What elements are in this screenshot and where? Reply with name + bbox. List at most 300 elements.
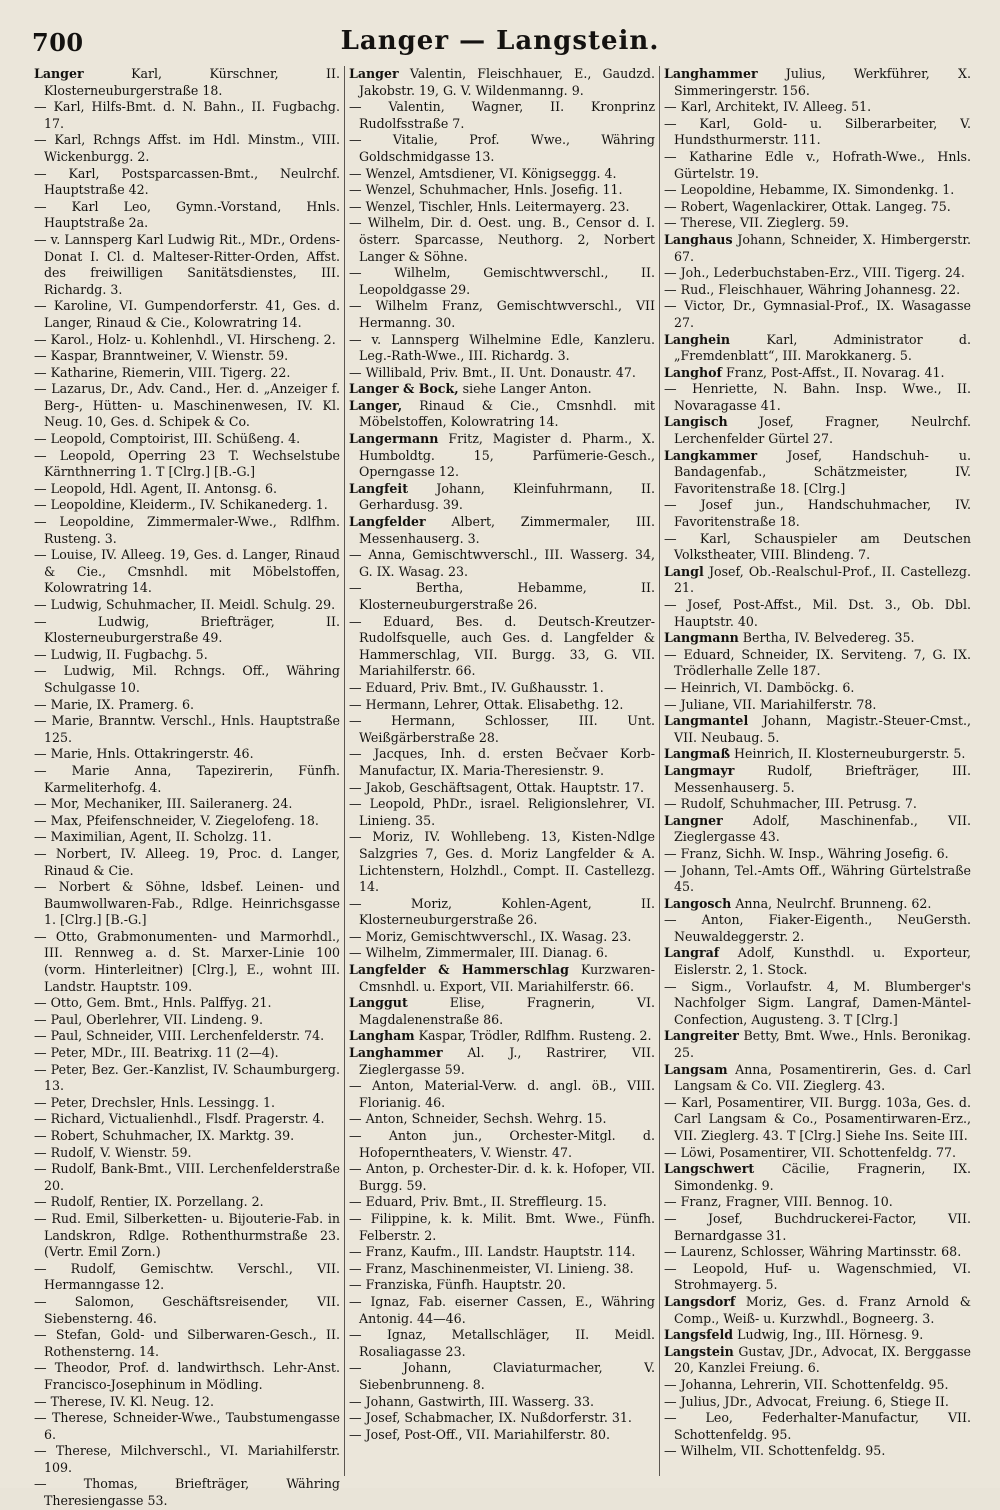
entry-text: — Lazarus, Dr., Adv. Cand., Her. d. „Anzeiger f. Berg-, Hütten- u. Maschinenwesen, IV. Kl. Neug. 10, Ges. d. Schipek & Co. xyxy=(34,381,340,430)
entry-surname: Langer xyxy=(34,66,84,81)
entry-text: — Max, Pfeifenschneider, V. Ziegelofeng. 18. xyxy=(34,812,319,828)
directory-entry xyxy=(34,1327,340,1360)
page-heading: Langer — Langstein. xyxy=(340,26,660,56)
entry-text: — Moriz, IV. Wohllebeng. 13, Kisten-Ndlge Salzgries 7, Ges. d. Moriz Langfelder & A. Lichtenstern, Holzhdl., Compt. II. Castellezg. 14. xyxy=(349,829,655,895)
entry-text: — Peter, MDr., III. Beatrixg. 11 (2—4). xyxy=(34,1045,279,1061)
entry-text: — Moriz, Kohlen-Agent, II. Klosterneuburgerstraße 26. xyxy=(349,895,655,928)
entry-surname: Langl xyxy=(664,563,704,579)
entry-text: Johann, Magistr.-Steuer-Cmst., VII. Neubaug. 5. xyxy=(674,713,971,745)
entry-surname: Langner xyxy=(664,812,723,828)
column-2 xyxy=(345,66,660,1476)
directory-entry xyxy=(34,1261,340,1294)
directory-entry xyxy=(664,763,971,796)
entry-text: — Leopoldine, Kleiderm., IV. Schikanederg. 1. xyxy=(34,497,328,513)
entry-text: Elise, Fragnerin, VI. Magdalenenstraße 86. xyxy=(359,995,655,1027)
directory-entry xyxy=(664,66,971,99)
directory-entry xyxy=(664,199,971,216)
entry-text: Anna, Posamentirerin, Ges. d. Carl Langsam & Co. VII. Zieglerg. 43. xyxy=(674,1061,971,1094)
entry-surname: Langschwert xyxy=(664,1161,755,1177)
directory-entry xyxy=(34,1128,340,1145)
entry-text: — Karl, Schauspieler am Deutschen Volkstheater, VIII. Blindeng. 7. xyxy=(664,530,971,563)
entry-text: — Johann, Gastwirth, III. Wasserg. 33. xyxy=(349,1393,594,1409)
entry-text: — Norbert, IV. Alleeg. 19, Proc. d. Langer, Rinaud & Cie. xyxy=(34,845,340,878)
entry-text: — Moriz, Gemischtwverschl., IX. Wasag. 23. xyxy=(349,928,632,944)
entry-text: — Ludwig, Briefträger, II. Klosterneuburgerstraße 49. xyxy=(34,613,340,646)
entry-text: — Anna, Gemischtwverschl., III. Wasserg. 34, G. IX. Wasag. 23. xyxy=(349,547,655,579)
directory-entry xyxy=(34,514,340,547)
directory-entry xyxy=(34,763,340,796)
directory-entry xyxy=(34,713,340,746)
entry-text: Karl, Kürschner, II. Klosterneuburgerstraße 18. xyxy=(44,66,340,98)
directory-entry xyxy=(34,796,340,813)
directory-entry xyxy=(349,215,655,265)
entry-surname: Langmann xyxy=(664,630,739,646)
entry-text: — Marie, IX. Pramerg. 6. xyxy=(34,696,194,712)
entry-surname: Langsfeld xyxy=(664,1327,734,1343)
entry-text: — Maximilian, Agent, II. Scholzg. 11. xyxy=(34,829,272,845)
directory-entry xyxy=(349,614,655,680)
entry-surname: Langhaus xyxy=(664,231,733,247)
entry-text: — Filippine, k. k. Milit. Bmt. Wwe., Fünfh. Felberstr. 2. xyxy=(349,1210,655,1243)
entry-text: — Ludwig, II. Fugbachg. 5. xyxy=(34,646,208,662)
directory-entry xyxy=(664,1327,971,1344)
directory-entry xyxy=(664,182,971,199)
entry-surname: Langfelder xyxy=(349,514,426,530)
entry-text: Cäcilie, Fragnerin, IX. Simondenkg. 9. xyxy=(674,1161,971,1193)
directory-entry xyxy=(349,332,655,365)
entry-text: — Franz, Sichh. W. Insp., Währing Josefig. 6. xyxy=(664,845,949,861)
directory-entry xyxy=(34,66,340,99)
directory-entry xyxy=(34,1476,340,1509)
directory-entry xyxy=(664,697,971,714)
entry-text: — Anton, p. Orchester-Dir. d. k. k. Hofoper, VII. Burgg. 59. xyxy=(349,1161,655,1193)
directory-entry xyxy=(664,531,971,564)
entry-text: — Leopold, Huf- u. Wagenschmied, VI. Strohmayerg. 5. xyxy=(664,1260,971,1293)
entry-text: — Anton jun., Orchester-Mitgl. d. Hofoperntheaters, V. Wienstr. 47. xyxy=(349,1128,655,1160)
entry-text: — Franz, Maschinenmeister, VI. Linieng. 38. xyxy=(349,1260,634,1276)
entry-surname: Langstein xyxy=(664,1343,734,1359)
entry-text: Johann, Schneider, X. Himbergerstr. 67. xyxy=(674,231,971,264)
directory-entry xyxy=(664,945,971,978)
entry-text: Rinaud & Cie., Cmsnhdl. mit Möbelstoffen, Kolowratring 14. xyxy=(359,397,655,430)
directory-entry xyxy=(34,813,340,830)
directory-entry xyxy=(664,116,971,149)
entry-text: Adolf, Maschinenfab., VII. Zieglergasse 43. xyxy=(674,812,971,845)
directory-entry xyxy=(34,199,340,232)
directory-entry xyxy=(664,912,971,945)
entry-text: — Therese, VII. Zieglerg. 59. xyxy=(664,215,849,231)
entry-text: — Robert, Schuhmacher, IX. Marktg. 39. xyxy=(34,1128,295,1143)
directory-entry xyxy=(349,298,655,331)
entry-text: — Sigm., Vorlaufstr. 4, M. Blumberger's Nachfolger Sigm. Langraf, Damen-Mäntel-Confection, Augusteng. 3. T [Clrg.] xyxy=(664,978,971,1027)
entry-surname: Langmayr xyxy=(664,762,735,778)
entry-text: — Eduard, Bes. d. Deutsch-Kreutzer-Rudolfsquelle, auch Ges. d. Langfelder & Hammerschlag, VII. Burgg. 33, G. VII. Mariahilferstr. 66. xyxy=(349,613,655,679)
entry-text: — Rudolf, Rentier, IX. Porzellang. 2. xyxy=(34,1194,264,1210)
directory-entry xyxy=(349,1161,655,1194)
entry-text: — Karl, Rchngs Affst. im Hdl. Minstm., VIII. Wickenburgg. 2. xyxy=(34,132,340,164)
directory-entry xyxy=(664,1261,971,1294)
entry-text: — Josef jun., Handschuhmacher, IV. Favoritenstraße 18. xyxy=(664,497,971,530)
entry-text: — Marie, Hnls. Ottakringerstr. 46. xyxy=(34,746,254,762)
entry-text: — Leopold, PhDr., israel. Religionslehrer, VI. Linieng. 35. xyxy=(349,796,655,828)
directory-entry xyxy=(349,829,655,895)
directory-entry xyxy=(349,514,655,547)
entry-text: — Rudolf, Bank-Bmt., VIII. Lerchenfelderstraße 20. xyxy=(34,1161,340,1193)
directory-entry xyxy=(34,1443,340,1476)
entry-text: — Anton, Fiaker-Eigenth., NeuGersth. Neuwaldeggerstr. 2. xyxy=(664,912,971,944)
directory-entry xyxy=(664,863,971,896)
entry-text: — Jakob, Geschäftsagent, Ottak. Hauptstr. 17. xyxy=(349,779,644,795)
directory-entry xyxy=(34,348,340,365)
entry-text: — Wenzel, Schuhmacher, Hnls. Josefig. 11. xyxy=(349,182,623,198)
entry-text: Franz, Post-Affst., II. Novarag. 41. xyxy=(725,364,945,380)
directory-entry xyxy=(349,896,655,929)
directory-entry xyxy=(349,265,655,298)
directory-entry xyxy=(349,431,655,481)
entry-text: Ludwig, Ing., III. Hörnesg. 9. xyxy=(737,1327,924,1343)
directory-entry xyxy=(664,448,971,498)
entry-text: — Karl, Posamentirer, VII. Burgg. 103a, Ges. d. Carl Langsam & Co., Posamentirwaren-Erz., VII. Zieglerg. 43. T [Clrg.] Siehe Ins. Seite III. xyxy=(664,1094,971,1143)
directory-entry xyxy=(349,995,655,1028)
entry-text: — Wenzel, Amtsdiener, VI. Königseggg. 4. xyxy=(349,165,617,181)
entry-text: Johann, Kleinfuhrmann, II. Gerhardusg. 39. xyxy=(359,480,655,513)
entry-surname: Langsam xyxy=(664,1061,728,1077)
directory-entry xyxy=(34,232,340,298)
directory-entry xyxy=(34,448,340,481)
entry-text: — Franz, Fragner, VIII. Bennog. 10. xyxy=(664,1194,893,1210)
column-3 xyxy=(660,66,975,1476)
directory-entry xyxy=(34,1145,340,1162)
directory-entry xyxy=(349,1211,655,1244)
entry-text: — Juliane, VII. Mariahilferstr. 78. xyxy=(664,696,877,712)
directory-entry xyxy=(34,846,340,879)
columns xyxy=(30,66,976,1509)
entry-text: — Rudolf, Schuhmacher, III. Petrusg. 7. xyxy=(664,796,917,812)
entry-text: — Henriette, N. Bahn. Insp. Wwe., II. Novaragasse 41. xyxy=(664,381,971,413)
entry-text: — Therese, IV. Kl. Neug. 12. xyxy=(34,1393,214,1409)
directory-entry xyxy=(664,680,971,697)
directory-entry xyxy=(349,1410,655,1427)
directory-entry xyxy=(349,66,655,99)
directory-entry xyxy=(664,1294,971,1327)
entry-text: Valentin, Fleischhauer, E., Gaudzd. Jakobstr. 19, G. V. Wildenmanng. 9. xyxy=(359,66,655,98)
directory-entry xyxy=(349,481,655,514)
entry-surname: Langisch xyxy=(664,414,728,430)
directory-entry xyxy=(664,265,971,282)
directory-entry xyxy=(664,99,971,116)
directory-entry xyxy=(349,1277,655,1294)
entry-surname: Langmantel xyxy=(664,713,749,729)
entry-text: — Johann, Tel.-Amts Off., Währing Gürtelstraße 45. xyxy=(664,862,971,895)
entry-text: Josef, Ob.-Realschul-Prof., II. Castellezg. 21. xyxy=(674,563,971,596)
entry-surname: Langer, xyxy=(349,397,403,413)
directory-entry xyxy=(349,182,655,199)
directory-entry xyxy=(664,149,971,182)
directory-entry xyxy=(664,497,971,530)
entry-text: — Karl, Postsparcassen-Bmt., Neulrchf. Hauptstraße 42. xyxy=(34,165,340,198)
entry-surname: Langreiter xyxy=(664,1028,739,1044)
entry-text: Al. J., Rastrirer, VII. Zieglergasse 59. xyxy=(359,1045,655,1077)
directory-entry xyxy=(664,796,971,813)
entry-text: — Eduard, Schneider, IX. Serviteng. 7, G. IX. Trödlerhalle Zelle 187. xyxy=(664,646,971,679)
entry-text: — Wilhelm Franz, Gemischtwverschl., VII Hermanng. 30. xyxy=(349,298,655,330)
entry-text: — Rudolf, Gemischtw. Verschl., VII. Hermanngasse 12. xyxy=(34,1260,340,1293)
directory-entry xyxy=(664,813,971,846)
entry-text: — Karl, Architekt, IV. Alleeg. 51. xyxy=(664,99,872,115)
directory-entry xyxy=(349,99,655,132)
directory-entry xyxy=(34,1360,340,1393)
entry-text: — Otto, Grabmonumenten- und Marmorhdl., III. Rennweg a. d. St. Marxer-Linie 100 (vorm. Hinterleitner) [Clrg.], E., wohnt III. Landstr. Hauptstr. 109. xyxy=(34,928,340,994)
directory-entry xyxy=(34,929,340,995)
entry-text: — Willibald, Priv. Bmt., II. Unt. Donaustr. 47. xyxy=(349,364,636,380)
directory-entry xyxy=(664,1377,971,1394)
directory-entry xyxy=(349,1111,655,1128)
directory-entry xyxy=(349,1045,655,1078)
directory-entry xyxy=(34,166,340,199)
entry-text: Betty, Bmt. Wwe., Hnls. Beronikag. 25. xyxy=(674,1028,971,1061)
directory-entry xyxy=(664,381,971,414)
directory-entry xyxy=(34,431,340,448)
entry-surname: Langer xyxy=(349,66,399,81)
directory-entry xyxy=(349,580,655,613)
entry-text: — Katharine, Riemerin, VIII. Tigerg. 22. xyxy=(34,364,291,380)
entry-surname: Langgut xyxy=(349,995,408,1011)
entry-surname: Langer & Bock, xyxy=(349,381,459,397)
directory-entry xyxy=(34,547,340,597)
directory-entry xyxy=(664,1344,971,1377)
entry-text: — Louise, IV. Alleeg. 19, Ges. d. Langer, Rinaud & Cie., Cmsnhdl. mit Möbelstoffen, Kolowratring 14. xyxy=(34,547,340,596)
entry-text: — Valentin, Wagner, II. Kronprinz Rudolfsstraße 7. xyxy=(349,99,655,131)
directory-entry xyxy=(34,697,340,714)
entry-text: Kurzwaren-Cmsnhdl. u. Export, VII. Mariahilferstr. 66. xyxy=(359,962,655,994)
directory-entry xyxy=(664,713,971,746)
directory-entry xyxy=(664,365,971,382)
directory-entry xyxy=(349,945,655,962)
entry-text: — Rud. Emil, Silberketten- u. Bijouterie-Fab. in Landskron, Rdlge. Rothenthurmstraße 23. (Vertr. Emil Zorn.) xyxy=(34,1210,340,1260)
directory-entry xyxy=(349,1194,655,1211)
directory-entry xyxy=(34,829,340,846)
directory-entry xyxy=(34,132,340,165)
directory-entry xyxy=(349,365,655,382)
directory-entry xyxy=(349,199,655,216)
entry-text: — Leo, Federhalter-Manufactur, VII. Schottenfeldg. 95. xyxy=(664,1410,971,1442)
directory-entry xyxy=(34,497,340,514)
directory-entry xyxy=(349,746,655,779)
entry-text: — Stefan, Gold- und Silberwaren-Gesch., II. Rothensterng. 14. xyxy=(34,1327,340,1359)
directory-entry xyxy=(34,647,340,664)
directory-entry xyxy=(664,564,971,597)
entry-text: — Peter, Bez. Ger.-Kanzlist, IV. Schaumburgerg. 13. xyxy=(34,1061,340,1094)
entry-text: — Eduard, Priv. Bmt., IV. Gußhausstr. 1. xyxy=(349,679,604,695)
directory-entry xyxy=(349,713,655,746)
entry-text: — Otto, Gem. Bmt., Hnls. Palffyg. 21. xyxy=(34,995,272,1011)
directory-entry xyxy=(664,1410,971,1443)
directory-entry xyxy=(34,746,340,763)
entry-text: Moriz, Ges. d. Franz Arnold & Comp., Weiß- u. Kurzwhdl., Bogneerg. 3. xyxy=(674,1293,971,1326)
entry-text: — Laurenz, Schlosser, Währing Martinsstr. 68. xyxy=(664,1244,962,1260)
entry-text: — Ignaz, Metallschläger, II. Meidl. Rosaliagasse 23. xyxy=(349,1327,655,1359)
entry-text: Gustav, JDr., Advocat, IX. Berggasse 20, Kanzlei Freiung. 6. xyxy=(674,1343,971,1376)
entry-surname: Langham xyxy=(349,1028,415,1044)
entry-text: — Jacques, Inh. d. ersten Bečvaer Korb-Manufactur, IX. Maria-Theresienstr. 9. xyxy=(349,746,655,778)
entry-surname: Langfelder & Hammerschlag xyxy=(349,962,569,978)
directory-entry xyxy=(34,365,340,382)
entry-surname: Langhammer xyxy=(349,1045,443,1061)
entry-text: — Anton, Material-Verw. d. angl. öB., VIII. Florianig. 46. xyxy=(349,1078,655,1110)
entry-text: Adolf, Kunsthdl. u. Exporteur, Eislerstr. 2, 1. Stock. xyxy=(674,945,971,978)
entry-text: Kaspar, Trödler, Rdlfhm. Rusteng. 2. xyxy=(418,1028,652,1044)
directory-entry xyxy=(34,995,340,1012)
directory-entry xyxy=(349,1294,655,1327)
directory-entry xyxy=(664,647,971,680)
directory-entry xyxy=(349,697,655,714)
directory-entry xyxy=(34,879,340,929)
directory-entry xyxy=(664,1028,971,1061)
entry-text: — Julius, JDr., Advocat, Freiung. 6, Stiege II. xyxy=(664,1393,949,1409)
entry-surname: Langhein xyxy=(664,331,731,347)
entry-text: Rudolf, Briefträger, III. Messenhauserg. 5. xyxy=(674,762,971,795)
entry-surname: Langhof xyxy=(664,364,722,380)
directory-entry xyxy=(34,663,340,696)
directory-entry xyxy=(349,1261,655,1278)
directory-entry xyxy=(349,1394,655,1411)
entry-text: Josef, Fragner, Neulrchf. Lerchenfelder Gürtel 27. xyxy=(674,414,971,447)
directory-entry xyxy=(349,1078,655,1111)
entry-text: — Josef, Post-Affst., Mil. Dst. 3., Ob. Dbl. Hauptstr. 40. xyxy=(664,597,971,629)
directory-entry xyxy=(664,1244,971,1261)
directory-entry xyxy=(34,481,340,498)
directory-entry xyxy=(664,1062,971,1095)
directory-entry xyxy=(349,796,655,829)
entry-text: — Ludwig, Schuhmacher, II. Meidl. Schulg. 29. xyxy=(34,597,336,612)
directory-entry xyxy=(349,680,655,697)
entry-surname: Langkammer xyxy=(664,447,758,463)
entry-text: — Rud., Fleischhauer, Währing Johannesg. 22. xyxy=(664,281,961,297)
directory-entry xyxy=(664,1394,971,1411)
directory-entry xyxy=(664,1211,971,1244)
entry-text: Bertha, IV. Belvedereg. 35. xyxy=(742,630,915,646)
entry-text: — Ignaz, Fab. eiserner Cassen, E., Währing Antonig. 44—46. xyxy=(349,1293,655,1326)
entry-surname: Langmaß xyxy=(664,746,731,762)
entry-text: — Franz, Kaufm., III. Landstr. Hauptstr. 114. xyxy=(349,1244,636,1260)
directory-entry xyxy=(349,398,655,431)
directory-entry xyxy=(664,1161,971,1194)
entry-text: — Vitalie, Prof. Wwe., Währing Goldschmidgasse 13. xyxy=(349,132,655,164)
entry-text: Albert, Zimmermaler, III. Messenhauserg. 3. xyxy=(359,514,655,546)
entry-text: Josef, Handschuh- u. Bandagenfab., Schätzmeister, IV. Favoritenstraße 18. [Clrg.] xyxy=(674,447,971,496)
directory-entry xyxy=(349,1244,655,1261)
entry-text: — Leopoldine, Zimmermaler-Wwe., Rdlfhm. Rusteng. 3. xyxy=(34,514,340,546)
directory-entry xyxy=(664,1145,971,1162)
directory-entry xyxy=(664,597,971,630)
directory-entry xyxy=(349,1128,655,1161)
entry-text: — Johanna, Lehrerin, VII. Schottenfeldg. 95. xyxy=(664,1376,949,1392)
entry-text: — Löwi, Posamentirer, VII. Schottenfeldg. 77. xyxy=(664,1144,956,1160)
directory-entry xyxy=(34,1294,340,1327)
entry-text: — Paul, Schneider, VIII. Lerchenfelderstr. 74. xyxy=(34,1028,325,1044)
directory-entry xyxy=(34,99,340,132)
directory-entry xyxy=(664,332,971,365)
entry-text: — Richard, Victualienhdl., Flsdf. Pragerstr. 4. xyxy=(34,1111,325,1127)
entry-surname: Langhammer xyxy=(664,66,758,81)
entry-text: — Karoline, VI. Gumpendorferstr. 41, Ges. d. Langer, Rinaud & Cie., Kolowratring 14. xyxy=(34,298,340,330)
directory-entry xyxy=(349,132,655,165)
directory-entry xyxy=(664,1443,971,1460)
entry-text: — Salomon, Geschäftsreisender, VII. Siebensterng. 46. xyxy=(34,1293,340,1326)
entry-text: — v. Lannsperg Wilhelmine Edle, Kanzleru. Leg.-Rath-Wwe., III. Richardg. 3. xyxy=(349,331,655,364)
entry-text: — Josef, Schabmacher, IX. Nußdorferstr. 31. xyxy=(349,1410,632,1426)
directory-entry xyxy=(664,215,971,232)
entry-text: — Wilhelm, Zimmermaler, III. Dianag. 6. xyxy=(349,945,608,961)
directory-entry xyxy=(349,1427,655,1444)
directory-entry xyxy=(34,614,340,647)
entry-text: — v. Lannsperg Karl Ludwig Rit., MDr., Ordens-Donat I. Cl. d. Malteser-Ritter-Orden, Affst. des freiwilligen Sanitätsdienstes, III. Richardg. 3. xyxy=(34,231,340,297)
directory-entry xyxy=(349,962,655,995)
entry-text: — Karol., Holz- u. Kohlenhdl., VI. Hirscheng. 2. xyxy=(34,331,336,347)
entry-surname: Langermann xyxy=(349,431,439,447)
entry-text: — Peter, Drechsler, Hnls. Lessingg. 1. xyxy=(34,1094,276,1110)
directory-entry xyxy=(664,630,971,647)
entry-text: — Mor, Mechaniker, III. Saileranerg. 24. xyxy=(34,796,293,812)
directory-entry xyxy=(664,846,971,863)
entry-text: — Bertha, Hebamme, II. Klosterneuburgerstraße 26. xyxy=(349,580,655,612)
entry-text: — Josef, Post-Off., VII. Mariahilferstr. 80. xyxy=(349,1426,611,1442)
entry-surname: Langfeit xyxy=(349,480,409,496)
entry-text: — Katharine Edle v., Hofrath-Wwe., Hnls. Gürtelstr. 19. xyxy=(664,148,971,181)
directory-entry xyxy=(664,282,971,299)
directory-entry xyxy=(34,1194,340,1211)
entry-text: — Paul, Oberlehrer, VII. Lindeng. 9. xyxy=(34,1011,263,1027)
entry-text: — Rudolf, V. Wienstr. 59. xyxy=(34,1144,192,1160)
entry-text: — Robert, Wagenlackirer, Ottak. Langeg. 75. xyxy=(664,198,951,214)
directory-entry xyxy=(349,1028,655,1045)
directory-entry xyxy=(34,381,340,431)
entry-text: — Marie, Branntw. Verschl., Hnls. Hauptstraße 125. xyxy=(34,713,340,745)
directory-entry xyxy=(34,597,340,614)
directory-entry xyxy=(349,166,655,183)
entry-text: — Ludwig, Mil. Rchngs. Off., Währing Schulgasse 10. xyxy=(34,663,340,695)
entry-text: — Hermann, Lehrer, Ottak. Elisabethg. 12. xyxy=(349,696,624,712)
entry-text: — Eduard, Priv. Bmt., II. Streffleurg. 15. xyxy=(349,1194,607,1210)
directory-entry xyxy=(34,332,340,349)
directory-entry xyxy=(34,298,340,331)
directory-entry xyxy=(349,1327,655,1360)
page-number: 700 xyxy=(32,28,84,57)
directory-entry xyxy=(349,381,655,398)
entry-text: — Franziska, Fünfh. Hauptstr. 20. xyxy=(349,1277,566,1293)
directory-entry xyxy=(664,232,971,265)
entry-text: — Hermann, Schlosser, III. Unt. Weißgärberstraße 28. xyxy=(349,713,655,745)
entry-text: — Leopold, Operring 23 T. Wechselstube Kärnthnerring 1. T [Clrg.] [B.-G.] xyxy=(34,447,340,480)
entry-text: — Thomas, Briefträger, Währing Theresiengasse 53. xyxy=(34,1476,340,1509)
entry-text: — Joh., Lederbuchstaben-Erz., VIII. Tigerg. 24. xyxy=(664,265,965,281)
entry-text: — Leopold, Hdl. Agent, II. Antonsg. 6. xyxy=(34,480,278,496)
entry-text: — Karl Leo, Gymn.-Vorstand, Hnls. Hauptstraße 2a. xyxy=(34,198,340,231)
directory-entry xyxy=(34,1111,340,1128)
directory-entry xyxy=(34,1211,340,1261)
entry-text: — Wilhelm, VII. Schottenfeldg. 95. xyxy=(664,1443,886,1459)
directory-entry xyxy=(34,1410,340,1443)
entry-text: — Leopold, Comptoirist, III. Schüßeng. 4. xyxy=(34,431,301,447)
directory-entry xyxy=(664,298,971,331)
entry-text: Fritz, Magister d. Pharm., X. Humboldtg. 15, Parfümerie-Gesch., Operngasse 12. xyxy=(359,431,655,480)
directory-entry xyxy=(34,1028,340,1045)
entry-text: Karl, Administrator d. „Fremdenblatt“, III. Marokkanerg. 5. xyxy=(674,331,971,364)
entry-text: — Theodor, Prof. d. landwirthsch. Lehr-Anst. Francisco-Josephinum in Mödling. xyxy=(34,1360,340,1392)
directory-entry xyxy=(664,746,971,763)
directory-entry xyxy=(664,896,971,913)
entry-text: Julius, Werkführer, X. Simmeringerstr. 156. xyxy=(674,66,971,98)
